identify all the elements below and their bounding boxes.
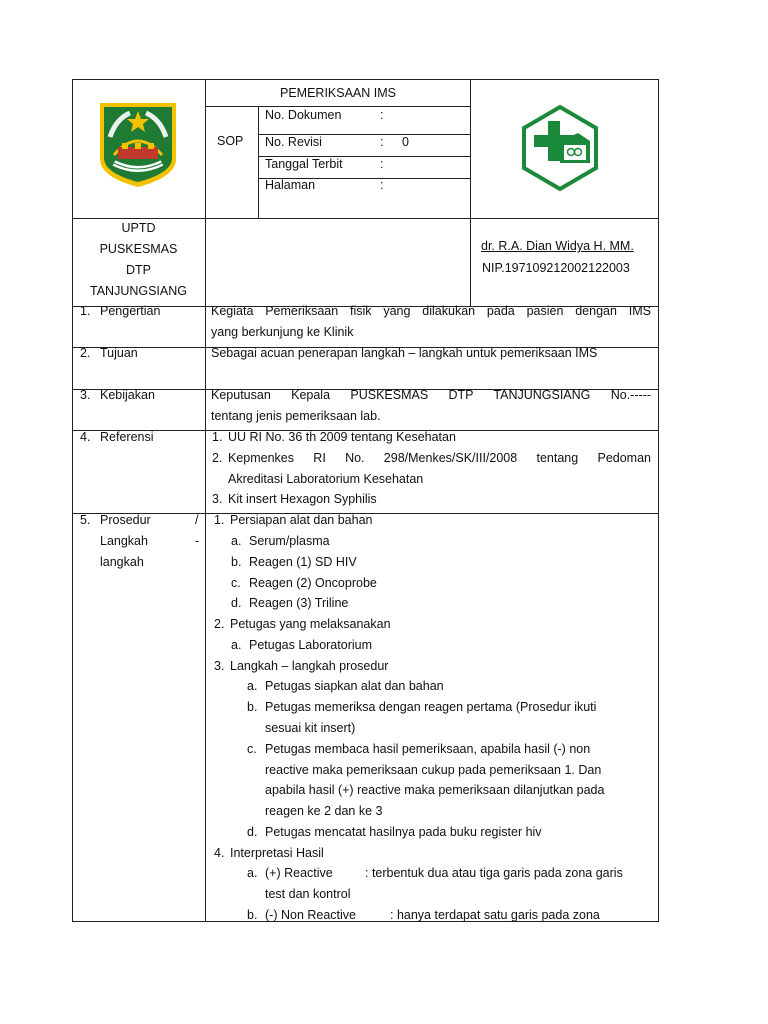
step-1b-num: b. [231, 555, 242, 569]
section-3-label: Kebijakan [100, 388, 155, 402]
field-label-halaman: Halaman [265, 178, 316, 192]
border-left [72, 79, 73, 922]
field-sep-no-dokumen: : [380, 108, 384, 122]
field-label-no-dokumen: No. Dokumen [265, 108, 342, 122]
step-1a-num: a. [231, 534, 242, 548]
signer-nip: NIP.197109212002122003 [482, 261, 630, 275]
border-right [658, 79, 659, 922]
step-3b-num: b. [247, 700, 258, 714]
document-title: PEMERIKSAAN IMS [280, 86, 396, 100]
reference-2-num: 2. [212, 451, 223, 465]
reference-3-num: 3. [212, 492, 223, 506]
field-sep-tanggal-terbit: : [380, 157, 384, 171]
border-top [72, 79, 659, 80]
step-2-num: 2. [214, 617, 225, 631]
step-2-text: Petugas yang melaksanakan [230, 617, 391, 631]
field-label-no-revisi: No. Revisi [265, 135, 322, 149]
step-1c-text: Reagen (2) Oncoprobe [249, 576, 377, 590]
step-4a-num: a. [247, 866, 258, 880]
step-4-text: Interpretasi Hasil [230, 846, 324, 860]
section-5-label-3: langkah [100, 555, 144, 569]
step-3c-line-3: apabila hasil (+) reactive maka pemeriksaan dilanjutkan pada [265, 783, 605, 797]
section-1-label: Pengertian [100, 304, 161, 318]
step-2a-num: a. [231, 638, 242, 652]
section-2-label: Tujuan [100, 346, 138, 360]
step-3c-num: c. [247, 742, 257, 756]
body-label-divider [205, 306, 206, 922]
sop-document [72, 79, 659, 922]
regional-seal-icon [94, 97, 182, 194]
section-1-line-1: Kegiata Pemeriksaan fisik yang dilakukan pada pasien dengan IMS [211, 304, 651, 318]
section-2-text: Sebagai acuan penerapan langkah – langkah untuk pemeriksaan IMS [211, 346, 598, 360]
step-4a-term: (+) Reactive [265, 866, 333, 880]
step-3a-text: Petugas siapkan alat dan bahan [265, 679, 444, 693]
reference-1-text: UU RI No. 36 th 2009 tentang Kesehatan [228, 430, 456, 444]
reference-3-text: Kit insert Hexagon Syphilis [228, 492, 377, 506]
section-5-label-1-mark: / [195, 513, 199, 527]
section-5-label-2-mark: - [195, 534, 200, 548]
puskesmas-cross-icon [520, 105, 600, 194]
step-3d-num: d. [247, 825, 258, 839]
section-2-num: 2. [80, 346, 91, 360]
section-3-line-1: Keputusan Kepala PUSKESMAS DTP TANJUNGSIANG No.----- [211, 388, 651, 402]
section-1-line-2: yang berkunjung ke Klinik [211, 325, 354, 339]
header-divider-1 [205, 79, 206, 306]
reference-1-num: 1. [212, 430, 223, 444]
step-1d-text: Reagen (3) Triline [249, 596, 349, 610]
step-4b-desc: : hanya terdapat satu garis pada zona [390, 908, 600, 922]
org-line-3: DTP [126, 263, 151, 277]
step-2a-text: Petugas Laboratorium [249, 638, 372, 652]
field-sep-halaman: : [380, 178, 384, 192]
step-4a-cont: test dan kontrol [265, 887, 351, 901]
org-line-2: PUSKESMAS [99, 242, 178, 256]
step-1b-text: Reagen (1) SD HIV [249, 555, 357, 569]
signer-name: dr. R.A. Dian Widya H. MM. [481, 239, 634, 253]
section-4-label: Referensi [100, 430, 154, 444]
step-3b-line-2: sesuai kit insert) [265, 721, 356, 735]
header-divider-2 [470, 79, 471, 306]
header-middle-line [72, 218, 659, 219]
step-4a-desc: : terbentuk dua atau tiga garis pada zona garis [365, 866, 623, 880]
field-value-no-revisi: 0 [402, 135, 409, 149]
section-5-num: 5. [80, 513, 91, 527]
field-sep-no-revisi: : [380, 135, 384, 149]
step-3b-line-1: Petugas memeriksa dengan reagen pertama (Prosedur ikuti [265, 700, 597, 714]
step-3c-line-1: Petugas membaca hasil pemeriksaan, apabila hasil (-) non [265, 742, 591, 756]
reference-2-line-1: Kepmenkes RI No. 298/Menkes/SK/III/2008 tentang Pedoman [228, 451, 651, 465]
section-3-line-2: tentang jenis pemeriksaan lab. [211, 409, 381, 423]
section-3-num: 3. [80, 388, 91, 402]
reference-2-line-2: Akreditasi Laboratorium Kesehatan [228, 472, 424, 486]
step-3-text: Langkah – langkah prosedur [230, 659, 389, 673]
step-3d-text: Petugas mencatat hasilnya pada buku register hiv [265, 825, 542, 839]
sop-label: SOP [217, 134, 244, 148]
section-5-label-1: Prosedur [100, 513, 151, 527]
org-line-1: UPTD [121, 221, 156, 235]
section-1-num: 1. [80, 304, 91, 318]
step-4b-term: (-) Non Reactive [265, 908, 356, 922]
step-3c-line-4: reagen ke 2 dan ke 3 [265, 804, 383, 818]
sop-divider [258, 106, 259, 218]
step-1a-text: Serum/plasma [249, 534, 330, 548]
field-label-tanggal-terbit: Tanggal Terbit [265, 157, 343, 171]
step-1-text: Persiapan alat dan bahan [230, 513, 373, 527]
section-5-label-2: Langkah [100, 534, 148, 548]
org-line-4: TANJUNGSIANG [90, 284, 187, 298]
section-4-num: 4. [80, 430, 91, 444]
step-1c-num: c. [231, 576, 241, 590]
step-1d-num: d. [231, 596, 242, 610]
title-underline [205, 106, 471, 107]
step-3a-num: a. [247, 679, 258, 693]
step-4b-num: b. [247, 908, 258, 922]
step-4-num: 4. [214, 846, 225, 860]
step-3-num: 3. [214, 659, 225, 673]
step-1-num: 1. [214, 513, 225, 527]
step-3c-line-2: reactive maka pemeriksaan cukup pada pemeriksaan 1. Dan [265, 763, 602, 777]
